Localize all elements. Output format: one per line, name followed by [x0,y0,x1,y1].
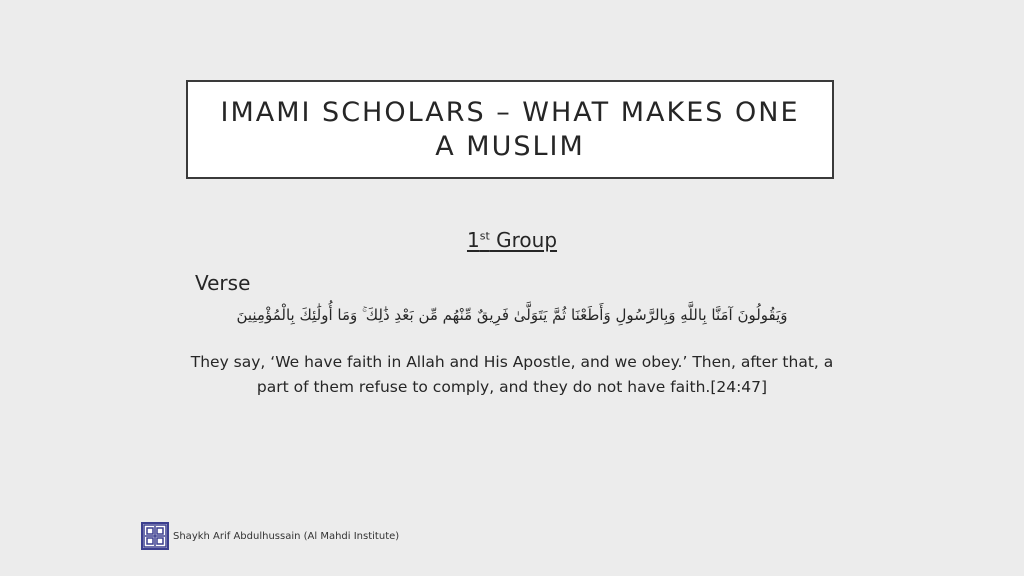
subheading-suffix: st [479,229,490,243]
subheading-text: Group [489,228,558,252]
institute-logo-icon [141,522,169,550]
verse-label: Verse [195,271,251,295]
title-box [186,80,834,179]
arabic-verse: وَيَقُولُونَ آمَنَّا بِاللَّهِ وَبِالرَّسُولِ وَأَطَعْنَا ثُمَّ يَتَوَلَّىٰ فَرِيقٌ مِّنْهُم مِّن بَعْدِ ذَٰلِكَ ۚ وَمَا أُولَٰئِكَ بِالْمُؤْمِنِينَ [236,306,788,324]
slide-title: IMAMI SCHOLARS – WHAT MAKES ONE A MUSLIM [220,96,800,162]
subheading [0,228,1024,252]
subheading-number: 1 [466,228,480,252]
verse-translation: They say, ‘We have faith in Allah and His Apostle, and we obey.’ Then, after that, a part of them refuse to comply, and they do not have faith.[24:47] [190,353,834,396]
subheading-underlined [467,228,557,252]
footer-author: Shaykh Arif Abdulhussain (Al Mahdi Institute) [173,531,400,542]
